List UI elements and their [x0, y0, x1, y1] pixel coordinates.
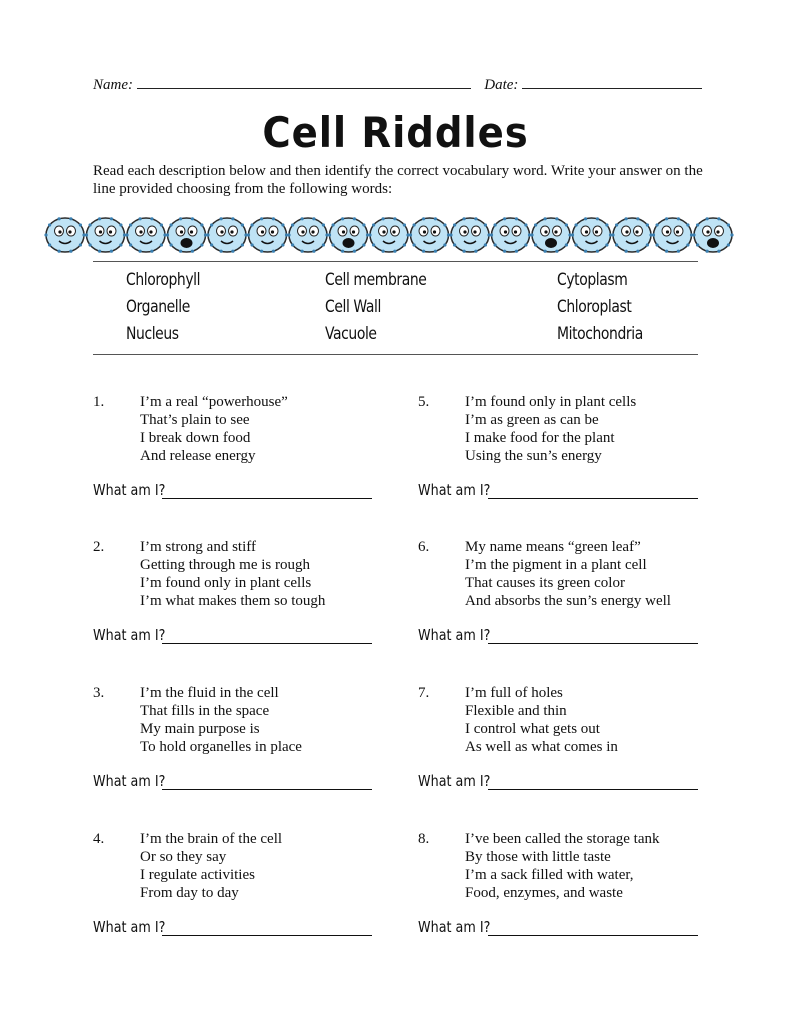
cell-characters-row	[44, 213, 734, 257]
what-am-i-label: What am I?	[93, 772, 166, 790]
riddle-line: Food, enzymes, and waste	[465, 885, 623, 901]
riddle-line: I’m as green as can be	[465, 412, 599, 428]
word-bank-item: Cell Wall	[325, 297, 381, 317]
riddle-line: I regulate activities	[140, 867, 255, 883]
riddle-line: That causes its green color	[465, 575, 625, 591]
instructions: Read each description below and then identify the correct vocabulary word. Write your answer on the line provided choosing from the following words:	[93, 163, 703, 197]
answer-line[interactable]	[488, 935, 698, 936]
riddle-line: And release energy	[140, 448, 256, 464]
riddle-number: 3.	[93, 685, 105, 701]
riddle-line: I control what gets out	[465, 721, 600, 737]
what-am-i-label: What am I?	[93, 918, 166, 936]
riddle-number: 2.	[93, 539, 105, 555]
word-bank-item: Vacuole	[325, 324, 377, 344]
riddle-line: I’m the brain of the cell	[140, 831, 283, 847]
word-bank-item: Chloroplast	[557, 297, 632, 317]
riddle-line: I’m strong and stiff	[140, 539, 256, 555]
word-bank-item: Cell membrane	[325, 270, 427, 290]
answer-line[interactable]	[488, 498, 698, 499]
answer-line[interactable]	[162, 789, 372, 790]
riddle-line: From day to day	[140, 885, 239, 901]
what-am-i-label: What am I?	[93, 481, 166, 499]
riddle-number: 8.	[418, 831, 430, 847]
riddle-line: As well as what comes in	[465, 739, 618, 755]
name-field[interactable]	[137, 74, 471, 89]
name-label: Name:	[93, 77, 133, 93]
riddle-line: I’m found only in plant cells	[465, 394, 637, 410]
what-am-i-label: What am I?	[418, 772, 491, 790]
answer-line[interactable]	[488, 789, 698, 790]
riddle-line: I’m the pigment in a plant cell	[465, 557, 647, 573]
page-title: Cell Riddles	[262, 108, 529, 157]
riddle-line: I make food for the plant	[465, 430, 615, 446]
cell-character-icon	[44, 213, 734, 257]
answer-line[interactable]	[162, 643, 372, 644]
word-bank-item: Chlorophyll	[126, 270, 201, 290]
word-bank-item: Mitochondria	[557, 324, 643, 344]
date-label: Date:	[484, 77, 519, 93]
riddle-line: That’s plain to see	[140, 412, 250, 428]
word-bank-item: Cytoplasm	[557, 270, 628, 290]
word-bank-item: Nucleus	[126, 324, 179, 344]
riddle-number: 6.	[418, 539, 430, 555]
riddle-line: And absorbs the sun’s energy well	[465, 593, 671, 609]
riddle-line: I break down food	[140, 430, 251, 446]
riddle-line: By those with little taste	[465, 849, 611, 865]
riddle-line: I’m full of holes	[465, 685, 563, 701]
what-am-i-label: What am I?	[418, 626, 491, 644]
riddle-number: 4.	[93, 831, 105, 847]
riddle-line: My name means “green leaf”	[465, 539, 641, 555]
what-am-i-label: What am I?	[418, 918, 491, 936]
date-field[interactable]	[522, 74, 702, 89]
riddle-line: To hold organelles in place	[140, 739, 302, 755]
riddle-line: That fills in the space	[140, 703, 270, 719]
answer-line[interactable]	[488, 643, 698, 644]
what-am-i-label: What am I?	[93, 626, 166, 644]
riddle-line: I’m what makes them so tough	[140, 593, 326, 609]
riddle-number: 7.	[418, 685, 430, 701]
answer-line[interactable]	[162, 498, 372, 499]
word-bank-item: Organelle	[126, 297, 190, 317]
riddle-line: I’ve been called the storage tank	[465, 831, 660, 847]
word-bank-bottom-rule	[93, 354, 698, 355]
word-bank-top-rule	[93, 261, 698, 262]
riddle-line: I’m a sack filled with water,	[465, 867, 634, 883]
riddle-line: I’m the fluid in the cell	[140, 685, 279, 701]
riddle-number: 5.	[418, 394, 430, 410]
riddle-line: Flexible and thin	[465, 703, 567, 719]
riddle-number: 1.	[93, 394, 105, 410]
riddle-line: Getting through me is rough	[140, 557, 310, 573]
riddle-line: My main purpose is	[140, 721, 260, 737]
name-date-header	[93, 74, 702, 94]
answer-line[interactable]	[162, 935, 372, 936]
riddle-line: Using the sun’s energy	[465, 448, 602, 464]
what-am-i-label: What am I?	[418, 481, 491, 499]
word-bank	[0, 270, 791, 350]
riddle-line: I’m a real “powerhouse”	[140, 394, 288, 410]
riddle-line: Or so they say	[140, 849, 227, 865]
riddle-line: I’m found only in plant cells	[140, 575, 312, 591]
